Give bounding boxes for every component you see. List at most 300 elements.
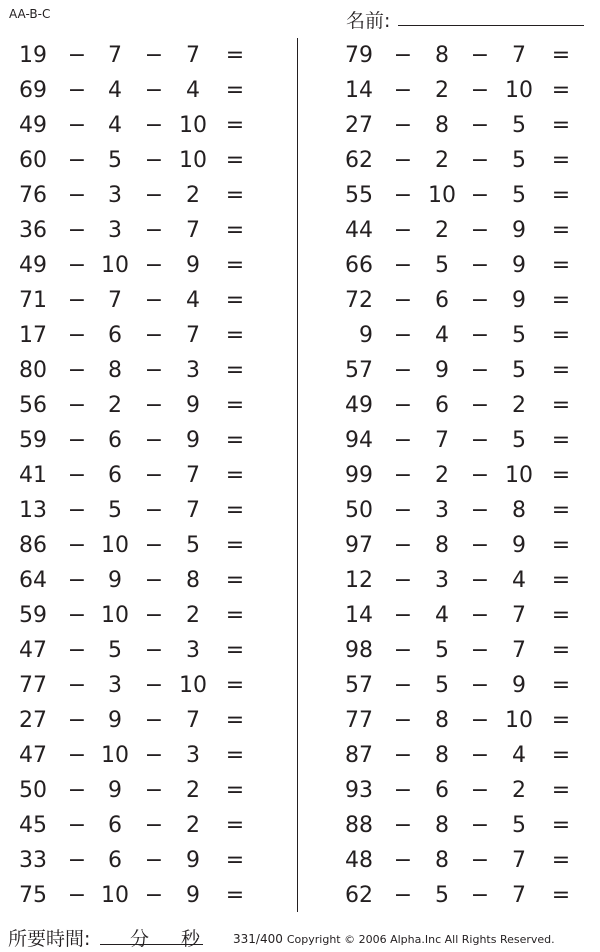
subtrahend: 4 bbox=[435, 323, 449, 348]
minuend: 41 bbox=[19, 463, 47, 488]
minus-sign: − bbox=[67, 183, 87, 208]
subtrahend: 6 bbox=[435, 778, 449, 803]
subtrahend: 9 bbox=[512, 288, 526, 313]
equals-sign: = bbox=[551, 463, 571, 488]
minuend: 77 bbox=[345, 708, 373, 733]
subtrahend: 9 bbox=[186, 393, 200, 418]
equals-sign: = bbox=[551, 393, 571, 418]
subtrahend: 10 bbox=[101, 743, 129, 768]
subtrahend: 2 bbox=[108, 393, 122, 418]
equals-sign: = bbox=[225, 778, 245, 803]
equals-sign: = bbox=[551, 113, 571, 138]
minus-sign: − bbox=[67, 218, 87, 243]
minus-sign: − bbox=[470, 778, 490, 803]
equals-sign: = bbox=[551, 778, 571, 803]
equals-sign: = bbox=[225, 883, 245, 908]
minus-sign: − bbox=[470, 568, 490, 593]
time-label: 所要時間: bbox=[8, 928, 91, 950]
subtrahend: 5 bbox=[435, 638, 449, 663]
equals-sign: = bbox=[551, 323, 571, 348]
subtrahend: 9 bbox=[186, 883, 200, 908]
minus-sign: − bbox=[470, 533, 490, 558]
minuend: 57 bbox=[345, 358, 373, 383]
equals-sign: = bbox=[551, 288, 571, 313]
equals-sign: = bbox=[551, 883, 571, 908]
minuend: 93 bbox=[345, 778, 373, 803]
subtrahend: 8 bbox=[435, 113, 449, 138]
subtrahend: 9 bbox=[186, 253, 200, 278]
minuend: 77 bbox=[19, 673, 47, 698]
minuend: 88 bbox=[345, 813, 373, 838]
minus-sign: − bbox=[393, 603, 413, 628]
minuend: 60 bbox=[19, 148, 47, 173]
subtrahend: 8 bbox=[108, 358, 122, 383]
minus-sign: − bbox=[67, 323, 87, 348]
subtrahend: 10 bbox=[101, 533, 129, 558]
minus-sign: − bbox=[470, 428, 490, 453]
equals-sign: = bbox=[551, 148, 571, 173]
subtrahend: 4 bbox=[435, 603, 449, 628]
subtrahend: 5 bbox=[512, 148, 526, 173]
subtrahend: 9 bbox=[108, 778, 122, 803]
footer-info bbox=[233, 932, 555, 946]
equals-sign: = bbox=[551, 533, 571, 558]
minus-sign: − bbox=[470, 673, 490, 698]
equals-sign: = bbox=[551, 708, 571, 733]
subtrahend: 9 bbox=[435, 358, 449, 383]
minus-sign: − bbox=[470, 43, 490, 68]
subtrahend: 7 bbox=[512, 848, 526, 873]
subtrahend: 6 bbox=[108, 428, 122, 453]
subtrahend: 8 bbox=[512, 498, 526, 523]
subtrahend: 8 bbox=[435, 43, 449, 68]
worksheet-code: AA-B-C bbox=[9, 7, 51, 21]
minus-sign: − bbox=[144, 78, 164, 103]
minus-sign: − bbox=[67, 638, 87, 663]
equals-sign: = bbox=[551, 603, 571, 628]
minus-sign: − bbox=[144, 148, 164, 173]
subtrahend: 3 bbox=[108, 218, 122, 243]
minuend: 49 bbox=[19, 113, 47, 138]
equals-sign: = bbox=[225, 498, 245, 523]
minus-sign: − bbox=[67, 43, 87, 68]
subtrahend: 7 bbox=[512, 43, 526, 68]
minus-sign: − bbox=[67, 883, 87, 908]
minuend: 48 bbox=[345, 848, 373, 873]
minus-sign: − bbox=[393, 393, 413, 418]
minuend: 36 bbox=[19, 218, 47, 243]
minus-sign: − bbox=[67, 358, 87, 383]
subtrahend: 9 bbox=[512, 673, 526, 698]
subtrahend: 10 bbox=[505, 78, 533, 103]
subtrahend: 9 bbox=[512, 533, 526, 558]
subtrahend: 9 bbox=[108, 708, 122, 733]
minus-sign: − bbox=[470, 323, 490, 348]
subtrahend: 3 bbox=[186, 743, 200, 768]
minus-sign: − bbox=[144, 743, 164, 768]
equals-sign: = bbox=[225, 673, 245, 698]
minus-sign: − bbox=[67, 848, 87, 873]
minus-sign: − bbox=[144, 218, 164, 243]
subtrahend: 8 bbox=[435, 743, 449, 768]
subtrahend: 6 bbox=[108, 848, 122, 873]
subtrahend: 7 bbox=[186, 498, 200, 523]
equals-sign: = bbox=[225, 428, 245, 453]
subtrahend: 10 bbox=[101, 253, 129, 278]
minus-sign: − bbox=[470, 113, 490, 138]
minus-sign: − bbox=[470, 463, 490, 488]
minus-sign: − bbox=[393, 778, 413, 803]
minus-sign: − bbox=[67, 463, 87, 488]
minuend: 71 bbox=[19, 288, 47, 313]
subtrahend: 2 bbox=[186, 603, 200, 628]
minus-sign: − bbox=[393, 673, 413, 698]
minus-sign: − bbox=[393, 848, 413, 873]
minutes-label: 分 bbox=[130, 928, 150, 950]
name-label: 名前: bbox=[346, 10, 391, 32]
minuend: 59 bbox=[19, 428, 47, 453]
minuend: 33 bbox=[19, 848, 47, 873]
minuend: 27 bbox=[19, 708, 47, 733]
equals-sign: = bbox=[551, 673, 571, 698]
equals-sign: = bbox=[225, 148, 245, 173]
minus-sign: − bbox=[144, 358, 164, 383]
subtrahend: 2 bbox=[186, 813, 200, 838]
equals-sign: = bbox=[225, 358, 245, 383]
subtrahend: 4 bbox=[108, 113, 122, 138]
minus-sign: − bbox=[67, 498, 87, 523]
subtrahend: 9 bbox=[186, 428, 200, 453]
copyright: Copyright © 2006 Alpha.Inc All Rights Reserved. bbox=[286, 933, 555, 946]
minus-sign: − bbox=[144, 778, 164, 803]
subtrahend: 5 bbox=[435, 673, 449, 698]
minus-sign: − bbox=[67, 778, 87, 803]
minus-sign: − bbox=[470, 883, 490, 908]
minus-sign: − bbox=[393, 358, 413, 383]
equals-sign: = bbox=[551, 43, 571, 68]
subtrahend: 6 bbox=[435, 393, 449, 418]
subtrahend: 8 bbox=[435, 533, 449, 558]
minus-sign: − bbox=[393, 253, 413, 278]
minuend: 47 bbox=[19, 743, 47, 768]
minuend: 66 bbox=[345, 253, 373, 278]
subtrahend: 4 bbox=[186, 288, 200, 313]
minus-sign: − bbox=[144, 183, 164, 208]
subtrahend: 3 bbox=[186, 358, 200, 383]
minus-sign: − bbox=[67, 78, 87, 103]
subtrahend: 8 bbox=[435, 708, 449, 733]
minus-sign: − bbox=[144, 393, 164, 418]
subtrahend: 7 bbox=[108, 43, 122, 68]
subtrahend: 4 bbox=[186, 78, 200, 103]
subtrahend: 9 bbox=[512, 253, 526, 278]
subtrahend: 6 bbox=[435, 288, 449, 313]
minus-sign: − bbox=[393, 883, 413, 908]
minus-sign: − bbox=[470, 218, 490, 243]
minus-sign: − bbox=[470, 358, 490, 383]
subtrahend: 3 bbox=[108, 673, 122, 698]
minuend: 75 bbox=[19, 883, 47, 908]
minus-sign: − bbox=[144, 463, 164, 488]
subtrahend: 7 bbox=[512, 638, 526, 663]
equals-sign: = bbox=[551, 813, 571, 838]
minuend: 49 bbox=[345, 393, 373, 418]
minuend: 80 bbox=[19, 358, 47, 383]
minus-sign: − bbox=[144, 848, 164, 873]
subtrahend: 4 bbox=[512, 743, 526, 768]
seconds-label: 秒 bbox=[181, 928, 201, 950]
minuend: 87 bbox=[345, 743, 373, 768]
minus-sign: − bbox=[393, 288, 413, 313]
minus-sign: − bbox=[393, 533, 413, 558]
equals-sign: = bbox=[225, 743, 245, 768]
minus-sign: − bbox=[393, 323, 413, 348]
subtrahend: 4 bbox=[108, 78, 122, 103]
subtrahend: 6 bbox=[108, 813, 122, 838]
minuend: 97 bbox=[345, 533, 373, 558]
minus-sign: − bbox=[470, 498, 490, 523]
minuend: 14 bbox=[345, 603, 373, 628]
subtrahend: 7 bbox=[512, 883, 526, 908]
subtrahend: 7 bbox=[186, 218, 200, 243]
minus-sign: − bbox=[144, 253, 164, 278]
minus-sign: − bbox=[144, 288, 164, 313]
minus-sign: − bbox=[393, 568, 413, 593]
minuend: 19 bbox=[19, 43, 47, 68]
equals-sign: = bbox=[225, 638, 245, 663]
subtrahend: 3 bbox=[435, 568, 449, 593]
equals-sign: = bbox=[551, 183, 571, 208]
minus-sign: − bbox=[393, 463, 413, 488]
equals-sign: = bbox=[551, 638, 571, 663]
subtrahend: 5 bbox=[512, 813, 526, 838]
equals-sign: = bbox=[551, 428, 571, 453]
minus-sign: − bbox=[144, 603, 164, 628]
subtrahend: 9 bbox=[512, 218, 526, 243]
subtrahend: 5 bbox=[512, 323, 526, 348]
page-number: 331/400 bbox=[233, 932, 283, 946]
minus-sign: − bbox=[393, 148, 413, 173]
minuend: 59 bbox=[19, 603, 47, 628]
minus-sign: − bbox=[393, 78, 413, 103]
minus-sign: − bbox=[144, 813, 164, 838]
minuend: 76 bbox=[19, 183, 47, 208]
minuend: 99 bbox=[345, 463, 373, 488]
minus-sign: − bbox=[144, 568, 164, 593]
minus-sign: − bbox=[144, 113, 164, 138]
subtrahend: 5 bbox=[108, 148, 122, 173]
minus-sign: − bbox=[393, 813, 413, 838]
subtrahend: 2 bbox=[512, 778, 526, 803]
equals-sign: = bbox=[551, 218, 571, 243]
subtrahend: 7 bbox=[512, 603, 526, 628]
subtrahend: 10 bbox=[101, 883, 129, 908]
minuend: 86 bbox=[19, 533, 47, 558]
subtrahend: 3 bbox=[435, 498, 449, 523]
minus-sign: − bbox=[144, 673, 164, 698]
subtrahend: 2 bbox=[186, 183, 200, 208]
equals-sign: = bbox=[225, 288, 245, 313]
equals-sign: = bbox=[225, 113, 245, 138]
subtrahend: 7 bbox=[186, 463, 200, 488]
minuend: 62 bbox=[345, 883, 373, 908]
subtrahend: 9 bbox=[186, 848, 200, 873]
minus-sign: − bbox=[393, 113, 413, 138]
subtrahend: 5 bbox=[186, 533, 200, 558]
subtrahend: 2 bbox=[186, 778, 200, 803]
minuend: 49 bbox=[19, 253, 47, 278]
equals-sign: = bbox=[551, 743, 571, 768]
minuend: 98 bbox=[345, 638, 373, 663]
minuend: 62 bbox=[345, 148, 373, 173]
subtrahend: 7 bbox=[108, 288, 122, 313]
subtrahend: 8 bbox=[435, 813, 449, 838]
minus-sign: − bbox=[393, 218, 413, 243]
equals-sign: = bbox=[551, 78, 571, 103]
equals-sign: = bbox=[225, 78, 245, 103]
subtrahend: 9 bbox=[108, 568, 122, 593]
equals-sign: = bbox=[551, 568, 571, 593]
minus-sign: − bbox=[393, 708, 413, 733]
minus-sign: − bbox=[144, 43, 164, 68]
equals-sign: = bbox=[551, 498, 571, 523]
minus-sign: − bbox=[144, 533, 164, 558]
minus-sign: − bbox=[470, 288, 490, 313]
subtrahend: 10 bbox=[428, 183, 456, 208]
subtrahend: 6 bbox=[108, 323, 122, 348]
minus-sign: − bbox=[67, 113, 87, 138]
minus-sign: − bbox=[144, 708, 164, 733]
subtrahend: 5 bbox=[512, 183, 526, 208]
minuend: 55 bbox=[345, 183, 373, 208]
minus-sign: − bbox=[67, 673, 87, 698]
equals-sign: = bbox=[551, 253, 571, 278]
minus-sign: − bbox=[470, 78, 490, 103]
minus-sign: − bbox=[470, 708, 490, 733]
minus-sign: − bbox=[144, 883, 164, 908]
subtrahend: 5 bbox=[435, 883, 449, 908]
minuend: 45 bbox=[19, 813, 47, 838]
minus-sign: − bbox=[67, 533, 87, 558]
name-field-line bbox=[398, 25, 584, 26]
minus-sign: − bbox=[144, 638, 164, 663]
subtrahend: 10 bbox=[505, 463, 533, 488]
minus-sign: − bbox=[470, 148, 490, 173]
subtrahend: 10 bbox=[179, 673, 207, 698]
equals-sign: = bbox=[225, 603, 245, 628]
minuend: 27 bbox=[345, 113, 373, 138]
minus-sign: − bbox=[393, 743, 413, 768]
minuend: 14 bbox=[345, 78, 373, 103]
subtrahend: 2 bbox=[435, 148, 449, 173]
minus-sign: − bbox=[470, 743, 490, 768]
subtrahend: 8 bbox=[186, 568, 200, 593]
subtrahend: 5 bbox=[108, 638, 122, 663]
equals-sign: = bbox=[225, 323, 245, 348]
minus-sign: − bbox=[67, 603, 87, 628]
minus-sign: − bbox=[67, 813, 87, 838]
minus-sign: − bbox=[393, 43, 413, 68]
minuend: 79 bbox=[345, 43, 373, 68]
column-divider bbox=[297, 38, 298, 912]
equals-sign: = bbox=[551, 358, 571, 383]
subtrahend: 2 bbox=[435, 463, 449, 488]
equals-sign: = bbox=[225, 848, 245, 873]
minus-sign: − bbox=[67, 743, 87, 768]
subtrahend: 8 bbox=[435, 848, 449, 873]
minus-sign: − bbox=[470, 603, 490, 628]
equals-sign: = bbox=[225, 568, 245, 593]
equals-sign: = bbox=[225, 533, 245, 558]
subtrahend: 3 bbox=[186, 638, 200, 663]
equals-sign: = bbox=[225, 463, 245, 488]
subtrahend: 5 bbox=[108, 498, 122, 523]
minus-sign: − bbox=[67, 148, 87, 173]
minuend: 64 bbox=[19, 568, 47, 593]
subtrahend: 7 bbox=[435, 428, 449, 453]
minus-sign: − bbox=[67, 393, 87, 418]
minuend: 72 bbox=[345, 288, 373, 313]
subtrahend: 5 bbox=[512, 358, 526, 383]
equals-sign: = bbox=[225, 708, 245, 733]
minus-sign: − bbox=[470, 848, 490, 873]
minuend: 50 bbox=[345, 498, 373, 523]
minuend: 94 bbox=[345, 428, 373, 453]
minus-sign: − bbox=[393, 183, 413, 208]
subtrahend: 3 bbox=[108, 183, 122, 208]
minus-sign: − bbox=[470, 813, 490, 838]
equals-sign: = bbox=[225, 43, 245, 68]
subtrahend: 4 bbox=[512, 568, 526, 593]
minus-sign: − bbox=[144, 498, 164, 523]
minus-sign: − bbox=[393, 498, 413, 523]
subtrahend: 10 bbox=[179, 148, 207, 173]
minuend: 12 bbox=[345, 568, 373, 593]
minuend: 57 bbox=[345, 673, 373, 698]
minuend: 13 bbox=[19, 498, 47, 523]
subtrahend: 7 bbox=[186, 708, 200, 733]
minuend: 69 bbox=[19, 78, 47, 103]
subtrahend: 10 bbox=[101, 603, 129, 628]
subtrahend: 7 bbox=[186, 43, 200, 68]
minus-sign: − bbox=[470, 253, 490, 278]
minuend: 9 bbox=[359, 323, 373, 348]
minuend: 17 bbox=[19, 323, 47, 348]
equals-sign: = bbox=[551, 848, 571, 873]
minuend: 50 bbox=[19, 778, 47, 803]
minus-sign: − bbox=[144, 428, 164, 453]
minus-sign: − bbox=[67, 428, 87, 453]
minus-sign: − bbox=[67, 288, 87, 313]
equals-sign: = bbox=[225, 183, 245, 208]
subtrahend: 10 bbox=[505, 708, 533, 733]
minus-sign: − bbox=[470, 393, 490, 418]
subtrahend: 2 bbox=[435, 218, 449, 243]
minus-sign: − bbox=[470, 638, 490, 663]
minuend: 44 bbox=[345, 218, 373, 243]
subtrahend: 6 bbox=[108, 463, 122, 488]
subtrahend: 10 bbox=[179, 113, 207, 138]
equals-sign: = bbox=[225, 218, 245, 243]
minuend: 56 bbox=[19, 393, 47, 418]
minus-sign: − bbox=[67, 568, 87, 593]
minus-sign: − bbox=[393, 428, 413, 453]
minus-sign: − bbox=[470, 183, 490, 208]
minus-sign: − bbox=[67, 708, 87, 733]
subtrahend: 5 bbox=[512, 428, 526, 453]
subtrahend: 5 bbox=[512, 113, 526, 138]
minuend: 47 bbox=[19, 638, 47, 663]
